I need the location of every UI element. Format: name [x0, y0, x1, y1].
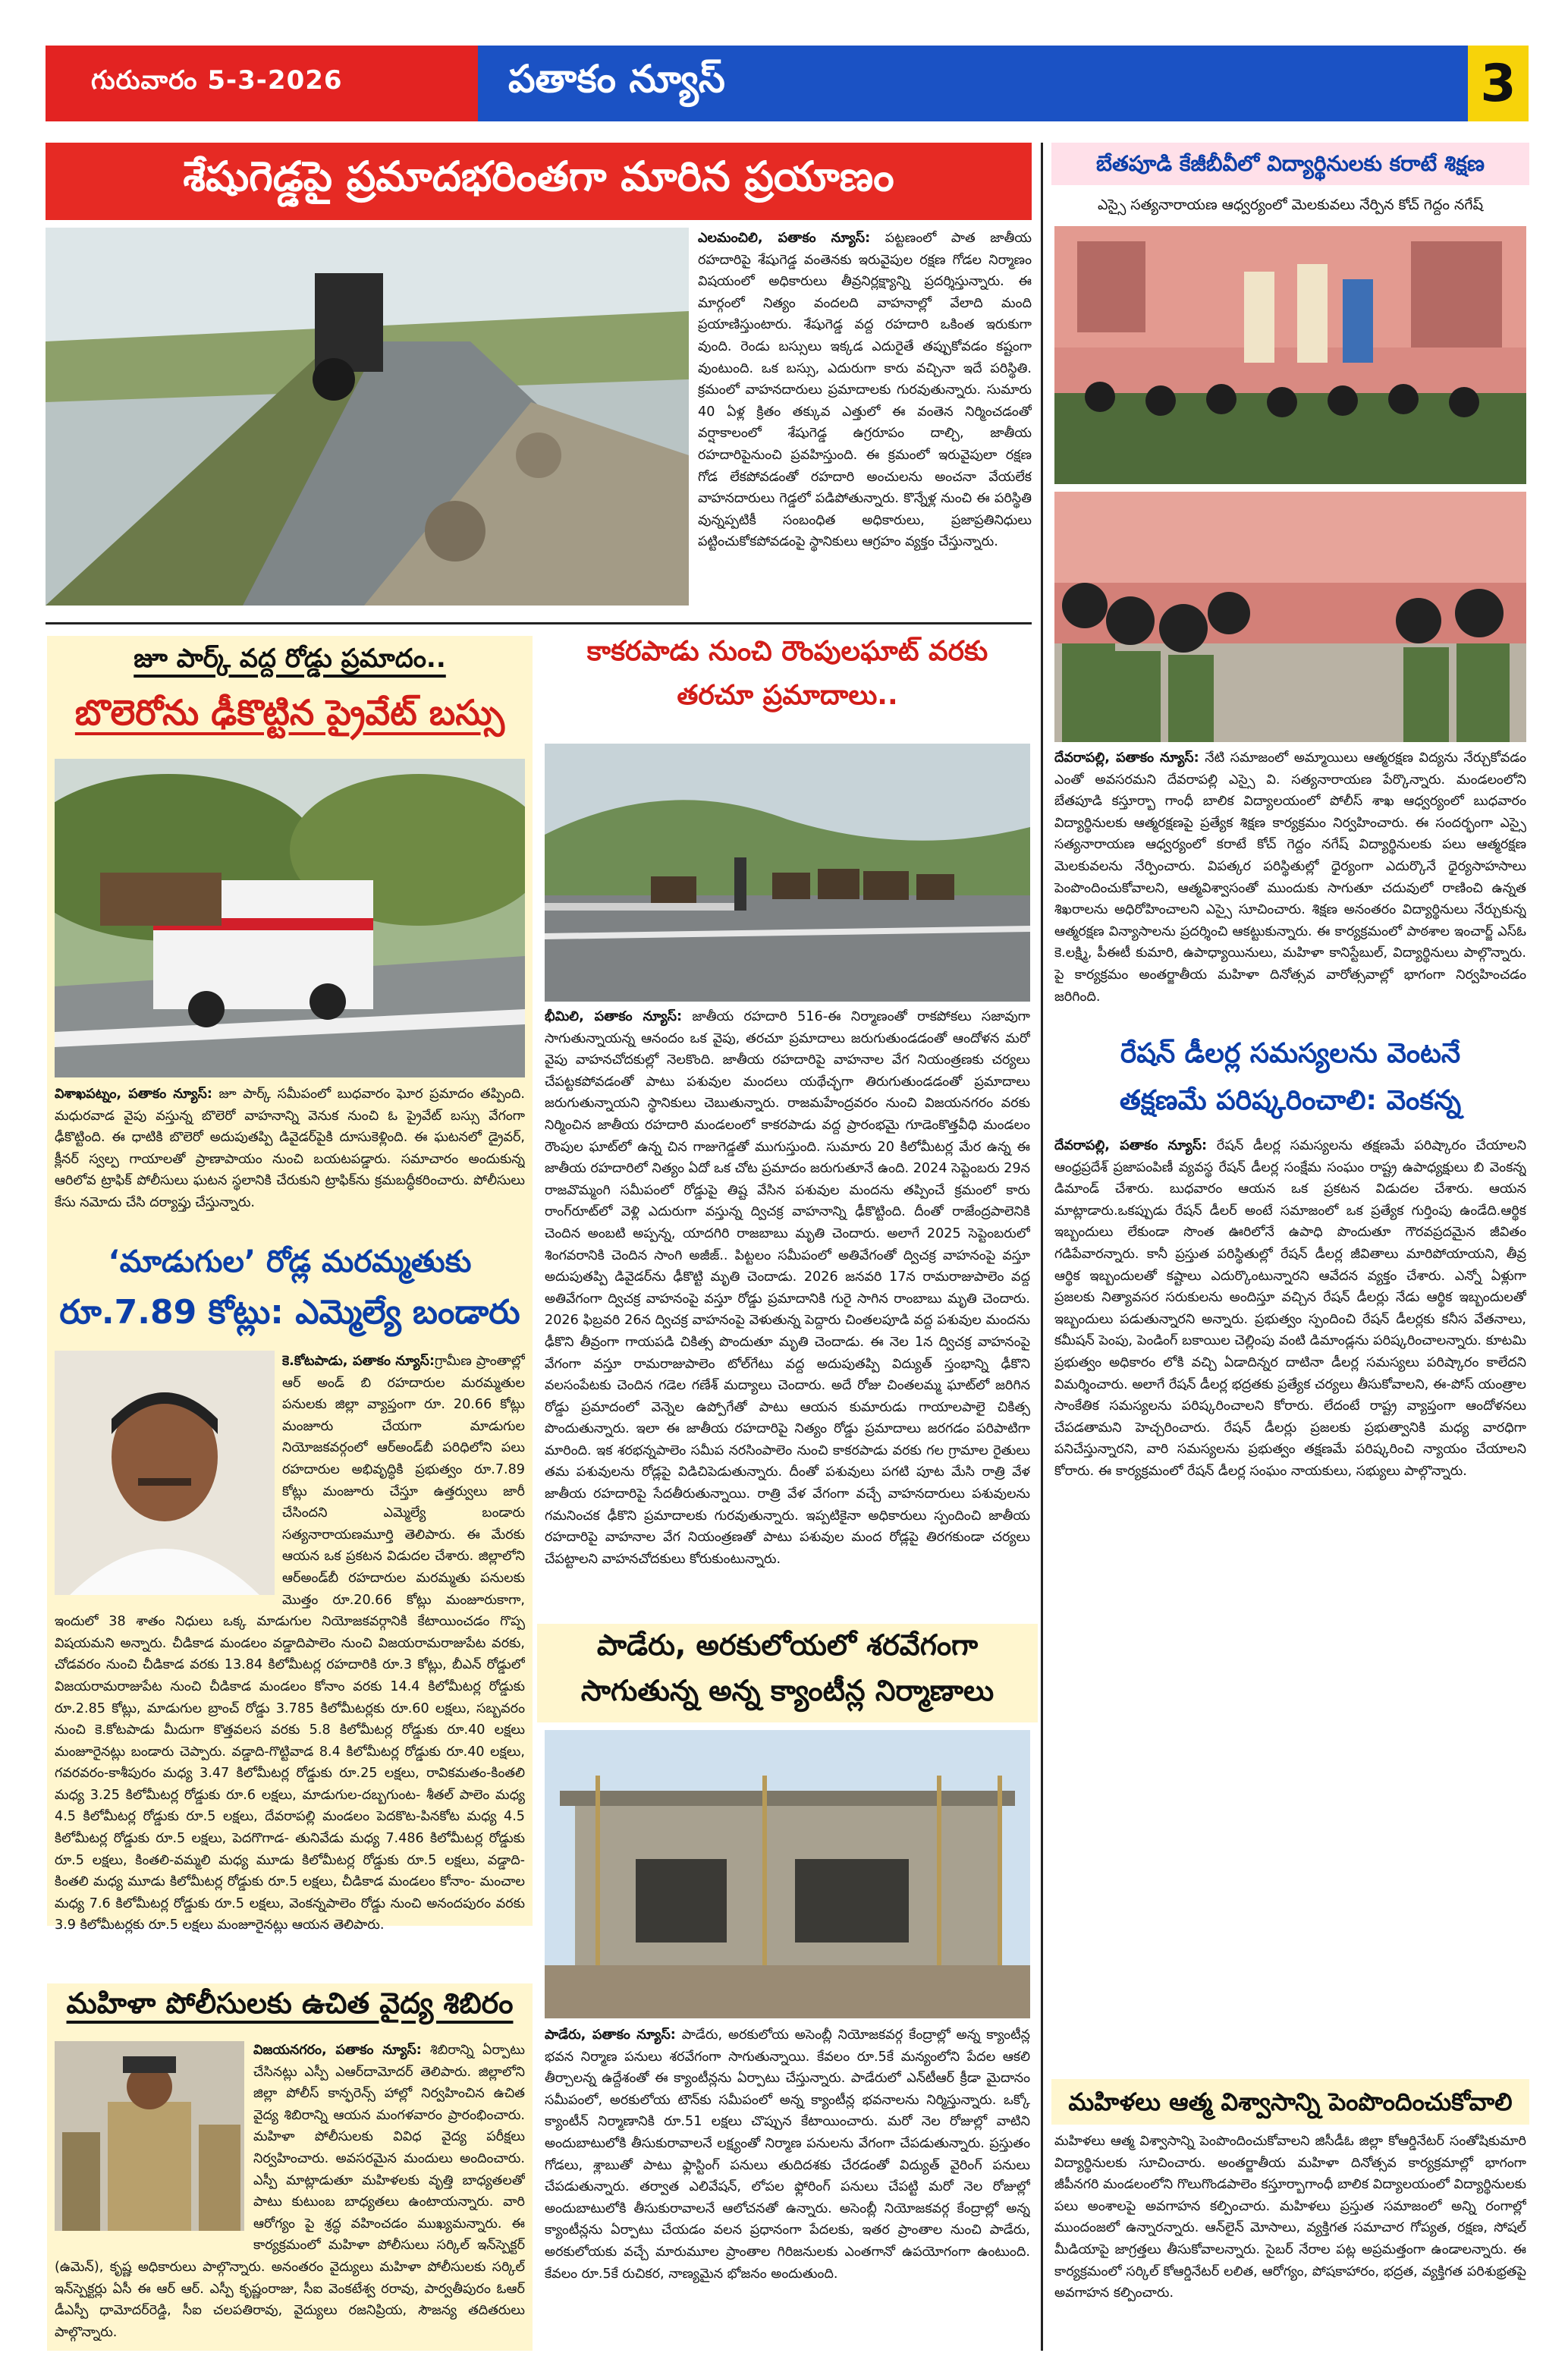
medical-camp-headline: మహిళా పోలీసులకు ఉచిత వైద్య శిబిరం: [66, 1987, 514, 2020]
madugula-body: [55, 1351, 525, 1996]
madugula-headline: రూ.7.89 కోట్లు: ఎమ్మెల్యే బండారు: [59, 1293, 520, 1332]
zoo-park-dateline: విశాఖపట్నం, పతాకం న్యూస్:: [55, 1087, 212, 1102]
women-headline: మహిళలు ఆత్మ విశ్వాసాన్ని పెంపొందించుకోవాలి: [1068, 2087, 1513, 2116]
canteen-headline-2: సాగుతున్న అన్న క్యాంటీన్ల నిర్మాణాలు: [580, 1674, 995, 1707]
women-body-text: మహిళలు ఆత్మ విశ్వాసాన్ని పెంపొందించుకోవాలని జిసీడీఓ జిల్లా కోఆర్డినేటర్ సంతోషికుమారి విద్యార్థినులకు సూచించారు. అంతర్జాతీయ మహిళా దినోత్సవ కార్యక్రమాల్లో భాగంగా జీపీనగరి మండలంలోని గొలుగొండపాలెం కస్తూర్బాగాంధీ బాలిక విద్యాలయంలో విద్యార్థినులకు పలు అంశాలపై అవగాహన కల్పించారు. మహిళలు ప్రస్తుత సమాజంలో అన్ని రంగాల్లో ముందంజలో ఉన్నారన్నారు. ఆన్‌లైన్ మోసాలు, వ్యక్తిగత సమాచార గోప్యత, రక్షణ, సోషల్ మీడియాపై జాగ్రత్తలు తీసుకోవాలన్నారు. సైబర్ నేరాల పట్ల అప్రమత్తంగా ఉండాలన్నారు. ఈ కార్యక్రమంలో సర్కిల్ కోఆర్డినేటర్ లలిత, ఆరోగ్యం, పోషకాహారం, భద్రత, వ్యక్తిగత పరిశుభ్రతపై అవగాహన కల్పించారు.: [1054, 2134, 1526, 2301]
karate-training-photo-2: [1054, 492, 1526, 742]
kakarapadu-body: [545, 1006, 1030, 1719]
kakarapadu-headline-2: తరచూ ప్రమాదాలు..: [677, 680, 898, 711]
karate-body-text: నేటి సమాజంలో అమ్మాయిలు ఆత్మరక్షణ విద్యను నేర్చుకోవడం ఎంతో అవసరమని దేవరాపల్లి ఎస్సై వి. సత్యనారాయణ పేర్కొన్నారు. మండలంలోని బేతపూడి కస్తూర్బా గాంధీ బాలిక విద్యాలయంలో పోలీస్ శాఖ ఆధ్వర్యంలో బుధవారం విద్యార్థినులకు ఆత్మరక్షణపై ప్రత్యేక శిక్షణ కార్యక్రమం నిర్వహించారు. ఈ సందర్భంగా ఎస్సై సత్యనారాయణ ఆధ్వర్యంలో కరాటే కోచ్ గెద్దం నగేష్ విద్యార్థినులకు పలు ఆత్మరక్షణ మెలకువలను నేర్పించారు. విపత్కర పరిస్థితుల్లో ధైర్యంగా ఎదుర్కొనే ధైర్యసాహసాలు పెంపొందించుకోవాలని, ఆత్మవిశ్వాసంతో ముందుకు సాగుతూ చదువులో రాణించి ఉన్నత శిఖరాలను అధిరోహించాలని ఎస్సై సూచించారు. శిక్షణ అనంతరం విద్యార్థినులు నేర్చుకున్న ఆత్మరక్షణ విన్యాసాలను ప్రదర్శించి ఆకట్టుకున్నారు. ఈ కార్యక్రమంలో పాఠశాల ఇంచార్జ్ ఎస్‌ఓ కె.లక్ష్మి, పీఈటీ కుమారి, ఉపాధ్యాయినులు, మహిళా కానిస్టేబుల్, విద్యార్థినులు పాల్గొన్నారు. పై కార్యక్రమం అంతర్జాతీయ మహిళా దినోత్సవ వారోత్సవాల్లో భాగంగా నిర్వహించడం జరిగింది.: [1054, 750, 1526, 1005]
issue-date: గురువారం 5-3-2026: [46, 46, 478, 121]
main-body-text: పట్టణంలో పాత జాతీయ రహదారిపై శేషుగెడ్డ వంతెనకు ఇరువైపుల రక్షణ గోడల నిర్మాణం విషయంలో అధికారులు తీవ్రనిర్లక్ష్యాన్ని ప్రదర్శిస్తున్నారు. ఈ మార్గంలో నిత్యం వందలది వాహనాల్లో వేలాది మంది ప్రయాణిస్తుంటారు. శేషుగెడ్డ వద్ద రహదారి ఒకింత ఇరుకుగా వుంది. రెండు బస్సులు ఇక్కడ ఎదురైతే తప్పుకోవడం కష్టంగా వుంటుంది. ఒక బస్సు, ఎదురుగా కారు వచ్చినా ఇదే పరిస్థితి. క్రమంలో వాహనదారులు ప్రమాదాలకు గురవుతున్నారు. సుమారు 40 ఏళ్ల క్రితం తక్కువ ఎత్తులో ఈ వంతెన నిర్మించడంతో వర్షాకాలంలో శేషుగెడ్డ ఉగ్రరూపం దాల్చి, జాతీయ రహదారిపైనుంచి ప్రవహిస్తుంది. ఈ క్రమంలో ఇరువైపులా రక్షణ గోడ లేకపోవడంతో రహదారి అంచులను అంచనా వేయలేక వాహనదారులు గెడ్డలో పడిపోతున్నారు. కొన్నేళ్ల నుంచి ఈ పరిస్థితి వున్నప్పటికీ సంబంధిత అధికారులు, ప్రజాప్రతినిధులు పట్టించుకోకపోవడంపై స్థానికులు ఆగ్రహం వ్యక్తం చేస్తున్నారు.: [698, 231, 1032, 550]
masthead: [46, 46, 1529, 121]
bridge-road-photo: [46, 228, 689, 606]
horizontal-rule: [46, 622, 1032, 624]
canteen-body-text: పాడేరు, అరకులోయ అసెంబ్లీ నియోజకవర్గ కేంద్రాల్లో అన్న క్యాంటీన్ల భవన నిర్మాణ పనులు శరవేగంగా సాగుతున్నాయి. కేవలం రూ.5కే మన్యంలోని పేదల ఆకలి తీర్చాలన్న ఉద్దేశంతో ఈ క్యాంటీన్లను ఏర్పాటు చేస్తున్నారు. పాడేరులో ఎన్‌టీఆర్ క్రీడా మైదానం సమీపంలో, అరకులోయ టౌన్‌కు సమీపంలో అన్న క్యాంటీన్ల భవనాలను నిర్మిస్తున్నారు. ఒక్కో క్యాంటీన్ నిర్మాణానికి రూ.51 లక్షలు చొప్పున కేటాయించారు. మరో నెల రోజుల్లో వాటిని అందుబాటులోకి తీసుకురావాలనే లక్ష్యంతో నిర్మాణ పనులను వేగంగా చేపడుతున్నారు. ప్రస్తుతం గోడలు, శ్లాబుతో పాటు ఫ్లాస్టింగ్ పనులు తుదిదశకు చేరడంతో విద్యుత్ వైరింగ్ పనులు చేపడుతున్నారు. తర్వాత ఎలివేషన్, లోపల ఫ్లోరింగ్ పనులు చేపట్టి మరో నెల రోజుల్లో అందుబాటులోకి తీసుకురావాలనే ఆలోచనతో ఉన్నారు. అసెంబ్లీ నియోజకవర్గ కేంద్రాల్లో అన్న క్యాంటీన్లను ఏర్పాటు చేయడం వలన ప్రధానంగా పేదలకు, ఇతర ప్రాంతాల నుంచి పాడేరు, అరకులోయకు వచ్చే మారుమూల ప్రాంతాల గిరిజనులకు ఎంతగానో ఉపయోగంగా ఉంటుంది. కేవలం రూ.5కే రుచికర, నాణ్యమైన భోజనం అందుతుంది.: [545, 2027, 1030, 2282]
ration-body: [1054, 1135, 1526, 2084]
karate-subhead: ఎస్సై సత్యనారాయణ ఆధ్వర్యంలో మెలకువలు నేర్పిన కోచ్ గెద్దం నగేష్: [1097, 197, 1484, 213]
madugula-kicker: ‘మాడుగుల’ రోడ్ల మరమ్మతుకు: [108, 1244, 472, 1279]
photo-float: [55, 2040, 253, 2235]
page-number: 3: [1468, 46, 1529, 121]
zoo-park-body: [55, 1084, 525, 1260]
madugula-dateline: కె.కోటపాడు, పతాకం న్యూస్:: [282, 1354, 435, 1369]
main-headline: శేషుగెడ్డపై ప్రమాదభరింతగా మారిన ప్రయాణం: [46, 143, 1032, 220]
kakarapadu-headline-1: కాకరపాడు నుంచి రౌంపులఘాట్ వరకు: [586, 636, 988, 667]
karate-body: [1054, 747, 1526, 1037]
main-dateline: ఎలమంచిలి, పతాకం న్యూస్:: [698, 231, 871, 246]
women-body: [1054, 2131, 1526, 2351]
karate-training-photo-1: [1054, 226, 1526, 484]
photo-float: [55, 1351, 282, 1601]
ration-headline-2: తక్షణమే పరిష్కరించాలి: వెంకన్న: [1119, 1085, 1462, 1116]
kakarapadu-body-text: జాతీయ రహదారి 516-ఈ నిర్మాణంతో రాకపోకలు సజావుగా సాగుతున్నాయన్న ఆనందం ఒక వైపు, తరచూ ప్రమాదాలు జరుగుతుండడంతో ఆందోళన మరో వైపు వాహనచోదకుల్లో నెలకొంది. జాతీయ రహదారిపై వాహనాల వేగ నియంత్రణకు చర్యలు చేపట్టకపోవడంతో పాటు పశువుల మందలు యథేచ్ఛగా తిరుగుతుండడంతో ప్రమాదాలు జరుగుతున్నాయని స్థానికులు చెబుతున్నారు. రాజమహేంద్రవరం నుంచి విజయనగరం వరకు నిర్మించిన జాతీయ రహదారి మండలంలో కాకరపాడు వద్ద ప్రారంభమై గూడెంకొత్తవీధి మండలం రౌంపుల ఘాట్‌లో ఉన్న చిన గాజుగెడ్డతో ముగుస్తుంది. సుమారు 20 కిలోమీటర్ల మేర ఉన్న ఈ జాతీయ రహదారిలో నిత్యం ఏదో ఒక చోట ప్రమాదం జరుగుతూనే ఉంది. 2024 సెప్టెంబరు 29న రాజవొమ్మంగి సమీపంలో రోడ్డుపై తిష్ట వేసిన పశువుల మందను తప్పించే క్రమంలో కారు రాంగ్‌రూట్‌లో వెళ్లి ఎదురుగా వస్తున్న ద్విచక్ర వాహనాన్ని ఢీకొట్టింది. దీంతో రాజేంద్రపాలెనికి చెందిన అంబటి అప్పన్న, యాదగిరి రాజబాబు మృతి చెందారు. అలాగే 2025 సెప్టెంబరులో శింగవరానికి చెందిన సాంగి అజీజ్.. పిట్టలం సమీపంలో అతివేగంతో ద్విచక్ర వాహనంపై వస్తూ అదుపుతప్పి డివైడర్‌ను ఢీకొట్టి మృతి చెందాడు. 2026 జనవరి 17న రామరాజుపాలెం వద్ద అతివేగంగా ద్విచక్ర వాహనంపై వస్తూ రోడ్డు ప్రమాదానికి గురై సాగిన రాంబాబు మృతి చెందారు. 2026 ఫిబ్రవరి 26న ద్విచక్ర వాహనంపై వెళుతున్న పెద్దారు చింతలపూడి వద్ద పశువుల మందను ఢీకొని తీవ్రంగా గాయపడి చికిత్స పొందుతూ మృతి చెందాడు. ఈ నెల 1న ద్విచక్ర వాహనంపై వేగంగా వస్తూ రామరాజుపాలెం టోల్‌గేటు వద్ద అదుపుతప్పి విద్యుత్ స్తంభాన్ని ఢీకొని వలసంపేటకు చెందిన గడెల గణేశ్ మద్యాలు చెందారు. అదే రోజు చింతలమ్మ ఘాట్‌లో జరిగిన రోడ్డు ప్రమాదంలో వెన్నెల ఉప్పోగేతో పాటు ఆయన కుమారుడు గాయాలపాలై చికిత్స పొందుతున్నారు. ఇలా ఈ జాతీయ రహదారిపై నిత్యం రోడ్డు ప్రమాదాలు జరగడం పరిపాటిగా మారింది. ఇక శరభన్నపాలెం సమీప నరసింపాలెం నుంచి కాకరపాడు వరకు గల గ్రామాల రైతులు తమ పశువులను రోడ్లపై విడిచిపెడుతున్నారు. దీంతో పశువులు పగటి పూట మేసి రాత్రి వేళ జాతీయ రహదారిపై సేదతీరుతున్నాయి. రాత్రి వేళ వేగంగా వచ్చే వాహనదారులు పశువులను గమనించక ఢీకొని ప్రమాదాలకు గురవుతున్నారు. ఇప్పటికైనా అధికారులు స్పందించి జాతీయ రహదారిపై వాహనాల వేగ నియంత్రణతో పాటు పశువుల మంద రోడ్లపై తిరగకుండా చర్యలు చేపట్టాలని వాహనచోదకులు కోరుకుంటున్నారు.: [545, 1009, 1030, 1567]
canteen-construction-photo: [545, 1730, 1030, 2018]
ration-body-text: రేషన్ డీలర్ల సమస్యలను తక్షణమే పరిష్కారం చేయాలని ఆంధ్రప్రదేశ్ ప్రజాపంపిణీ వ్యవస్థ రేషన్ డీలర్ల సంక్షేమ సంఘం రాష్ట్ర ఉపాధ్యక్షులు బి వెంకన్న డిమాండ్ చేశారు. బుధవారం ఆయన ఒక ప్రకటన విడుదల చేశారు. ఆయన మాట్లాడారు.ఒకప్పుడు రేషన్ డీలర్ అంటే సమాజంలో ఒక ప్రత్యేక గుర్తింపు ఉండేది.ఆర్థిక ఇబ్బందులు లేకుండా సొంత ఊరిలోనే ఉపాధి పొందుతూ గౌరవప్రదమైన జీవితం గడిపేవారన్నారు. కానీ ప్రస్తుత పరిస్థితుల్లో రేషన్ డీలర్ల జీవితాలు మారిపోయాయని, తీవ్ర ఆర్థిక ఇబ్బందులతో కష్టాలు ఎదుర్కొంటున్నారని ఆవేదన వ్యక్తం చేశారు. ఎన్నో ఏళ్లుగా ప్రజలకు నిత్యావసర సరుకులను అందిస్తూ వచ్చిన రేషన్ డీలర్లు నేడు ఆర్థిక ఇబ్బందులతో ఇబ్బందులు పడుతున్నారని అన్నారు. ప్రభుత్వం స్పందించి రేషన్ డీలర్లకు కనీస వేతనాలు, కమీషన్ పెంపు, పెండింగ్ బకాయిల చెల్లింపు వంటి డిమాండ్లను పరిష్కరించాలన్నారు. కూటమి ప్రభుత్వం అధికారం లోకి వచ్చి ఏడాదిన్నర దాటినా డీలర్ల సమస్యలు పరిష్కారం కాలేదని విమర్శించారు. అలాగే రేషన్ డీలర్ల భద్రతకు ప్రత్యేక చర్యలు తీసుకోవాలని, ఈ-పోస్ యంత్రాల సాంకేతిక సమస్యలను పరిష్కరించాలని కోరారు. లేదంటే రాష్ట్ర వ్యాప్తంగా ఆందోళనలు చేపడతామని హెచ్చరించారు. రేషన్ డీలర్లు ప్రజలకు ప్రభుత్వానికి మధ్య వారధిగా పనిచేస్తున్నారని, వారి సమస్యలను ప్రభుత్వం తక్షణమే పరిష్కరించి న్యాయం చేయాలని కోరారు. ఈ కార్యక్రమంలో రేషన్ డీలర్ల సంఘం నాయకులు, సభ్యులు పాల్గొన్నారు.: [1054, 1138, 1526, 1479]
main-story-body: [698, 228, 1032, 613]
column-rule: [1041, 143, 1043, 2351]
medical-camp-body-text: శిబిరాన్ని ఏర్పాటు చేసినట్లు ఎస్పీ ఎఆర్‌దామోదర్ తెలిపారు. జిల్లాలోని జిల్లా పోలీస్ కాన్ఫరెన్స్ హాల్లో నిర్వహించిన ఉచిత వైద్య శిబిరాన్ని ఆయన మంగళవారం ప్రారంభించారు. మహిళా పోలీసులకు వివిధ వైద్య పరీక్షలు నిర్వహించారు. అవసరమైన మందులు అందించారు. ఎస్పీ మాట్లాడుతూ మహిళలకు వృత్తి బాధ్యతలతో పాటు కుటుంబ బాధ్యతలు ఉంటాయన్నారు. వారి ఆరోగ్యం పై శ్రద్ధ వహించడం ముఖ్యమన్నారు. ఈ కార్యక్రమంలో మహిళా పోలీసులు సర్కిల్ ఇన్‌స్పెక్టర్ (ఉమెన్), కృష్ణ అధికారులు పాల్గొన్నారు. అనంతరం వైద్యులు మహిళా పోలీసులకు సర్కిల్ ఇన్‌స్పెక్టర్లు ఏసీ ఈ ఆర్ ఆర్. ఎస్పీ కృష్ణంరాజు, సీఐ వెంకటేశ్వ రరావు, పార్వతీపురం ఓఆర్ డీఎస్పీ ధామోదర్‌రెడ్డి, సీఐ చలపతిరావు, వైద్యులు రజనిప్రియ, సౌజన్య తదితరులు పాల్గొన్నారు.: [55, 2043, 525, 2340]
canteen-dateline: పాడేరు, పతాకం న్యూస్:: [545, 2027, 676, 2043]
canteen-headline-1: పాడేరు, అరకులోయలో శరవేగంగా: [596, 1628, 979, 1662]
zoo-park-headline: బొలెరోను ఢీకొట్టిన ప్రైవేట్ బస్సు: [74, 692, 505, 733]
medical-camp-dateline: విజయనగరం, పతాకం న్యూస్:: [253, 2043, 422, 2058]
kakarapadu-dateline: భీమిలి, పతాకం న్యూస్:: [545, 1009, 682, 1024]
medical-camp-body: [55, 2040, 525, 2351]
madugula-body-text: గ్రామీణ ప్రాంతాల్లో ఆర్ అండ్ బి రహదారుల మరమ్మతుల పనులకు జిల్లా వ్యాప్తంగా రూ. 20.66 కోట్లు మంజూరు చేయగా మాడుగుల నియోజకవర్గంలో ఆర్అండ్‌బీ పరిధిలోని పలు రహదారుల అభివృద్ధికి ప్రభుత్వం రూ.7.89 కోట్లు మంజూరు చేస్తూ ఉత్తర్వులు జారీ చేసిందని ఎమ్మెల్యే బండారు సత్యనారాయణమూర్తి తెలిపారు. ఈ మేరకు ఆయన ఒక ప్రకటన విడుదల చేశారు. జిల్లాలోని ఆర్‌అండ్‌బీ రహదారుల మరమ్మతు పనులకు మొత్తం రూ.20.66 కోట్లు మంజూరుకాగా, ఇందులో 38 శాతం నిధులు ఒక్క మాడుగుల నియోజకవర్గానికి కేటాయించడం గొప్ప విషయమని అన్నారు. చీడికాడ మండలం వడ్డాదిపాలెం నుంచి విజయరామరాజుపేట వరకు, చోడవరం నుంచి చీడికాడ వరకు 13.84 కిలోమీటర్ల రహదారికి రూ.3 కోట్లు, బీఎన్ రోడ్డులో విజయరామరాజుపేట నుంచి చీడికాడ మండలం కోనాం వరకు 14.4 కిలోమీటర్ల రోడ్డుకు రూ.2.85 కోట్లు, మాడుగుల బ్రాంచ్ రోడ్డు 3.785 కిలోమీటర్లకు రూ.60 లక్షలు, సబ్బవరం నుంచి కె.కోటపాడు మీదుగా కొత్తవలస వరకు 5.8 కిలోమీటర్ల రోడ్డుకు రూ.40 లక్షలు మంజూరైనట్లు బండారు చెప్పారు. వడ్డాది-గొట్టివాడ 8.4 కిలోమీటర్ల రోడ్డుకు రూ.40 లక్షలు, గవరవరం-కాశీపురం మధ్య 3.47 కిలోమీటర్ల రోడ్డుకు రూ.25 లక్షలు, రావికమతం-కింతలి మధ్య 3.25 కిలోమీటర్ల రోడ్డుకు రూ.6 లక్షలు, మాడుగుల-దబ్బగుంట- శీతల్ పాలెం మధ్య 4.5 కిలోమీటర్ల రోడ్డుకు రూ.5 లక్షలు, దేవరాపల్లి మండలం పెదకొట-పినకోట మధ్య 4.5 కిలోమీటర్ల రోడ్డుకు రూ.5 లక్షలు, పెదగొగాడ- తునివేడు మధ్య 7.486 కిలోమీటర్ల రోడ్డుకు రూ.5 లక్షలు, కింతలి-వమ్మలి మధ్య మూడు కిలోమీటర్ల రోడ్డుకు రూ.5 లక్షలు, వడ్డాది- కింతలి మధ్య మూడు కిలోమీటర్ల రోడ్డుకు రూ.5 లక్షలు, చీడికాడ మండలం కోనాం- మంచాల మధ్య 7.6 కిలోమీటర్ల రోడ్డుకు రూ.5 లక్షలు, వెంకన్నపాలెం రోడ్డు నుంచి అనందపురం వరకు 3.9 కిలోమీటర్లకు రూ.5 లక్షలు మంజూరైనట్లు ఆయన తెలిపారు.: [55, 1354, 525, 1933]
karate-dateline: దేవరాపల్లి, పతాకం న్యూస్:: [1054, 750, 1199, 766]
paper-name: పతాకం న్యూస్: [478, 46, 1468, 121]
ration-dateline: దేవరాపల్లి, పతాకం న్యూస్:: [1054, 1138, 1208, 1153]
karate-headline: బేతపూడి కేజీబీవీలో విద్యార్థినులకు కరాటే శిక్షణ: [1051, 143, 1529, 185]
canteen-body: [545, 2024, 1030, 2351]
zoo-park-body-text: జూ పార్క్ సమీపంలో బుధవారం ఘోర ప్రమాదం తప్పింది. మధురవాడ వైపు వస్తున్న బొలెరో వాహనాన్ని వెనుక నుంచి ఓ ప్రైవేట్ బస్సు వేగంగా ఢీకొట్టింది. ఈ ధాటికి బొలెరో అదుపుతప్పి డివైడర్‌పైకి దూసుకెళ్లింది. ఈ ఘటనలో డ్రైవర్, క్లీనర్ స్వల్ప గాయాలతో ప్రాణాపాయం నుంచి బయటపడ్డారు. సమాచారం అందుకున్న ఆరిలోవ ట్రాఫిక్ పోలీసులు ఘటన స్థలానికి చేరుకుని ట్రాఫిక్‌ను క్రమబద్ధీకరించారు. పోలీసులు కేసు నమోదు చేసి దర్యాప్తు చేస్తున్నారు.: [55, 1087, 525, 1210]
cattle-highway-photo: [545, 744, 1030, 1002]
zoo-park-kicker: జూ పార్క్ వద్ద రోడ్డు ప్రమాదం..: [134, 643, 446, 674]
ration-headline-1: రేషన్ డీలర్ల సమస్యలను వెంటనే: [1120, 1038, 1461, 1069]
bus-bolero-photo: [55, 759, 525, 1077]
